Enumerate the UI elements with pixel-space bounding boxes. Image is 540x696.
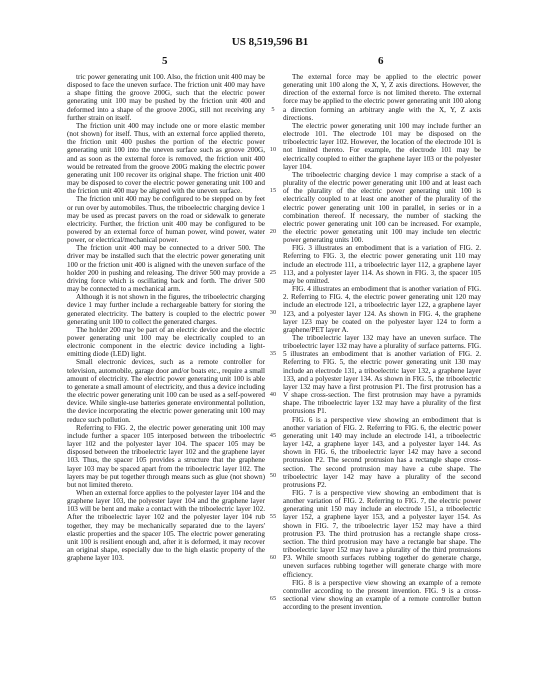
paragraph: FIG. 6 is a perspective view showing an embodiment that is another variation of FIG. 2. Referring to FIG. 6, the electric power generating unit 140 may include an electrode 141, a triboelectric layer 142, a graphene layer 143, and a polyester layer 144. As shown in FIG. 6, the triboelectric layer 142 may have a second protrusion P2. The second protrusion has a rectangle shape cross-section. The second protrusion may have a cube shape. The triboelectric layer 142 may have a plurality of the second protrusions P2. [283,415,481,489]
right-column-number: 6 [378,55,384,67]
line-number: 25 [269,268,277,276]
paragraph: FIG. 8 is a perspective view showing an example of a remote controller according to the present invention. FIG. 9 is a cross-sectional view showing an example of a remote controller button according to the present invention. [283,578,481,612]
paragraph: The triboelectric charging device 1 may comprise a stack of a plurality of the electric power generating unit 100 and at least each of the plurality of the electric power generating unit 100 is electrically coupled to at least one another of the plurality of the electric power generating unit 100 in parallel, in series or in a combination thereof. If necessary, the number of stacking the electric power generating unit 100 can be increased. For example, the electric power generating unit 100 may include ten electric power generating units 100. [283,170,481,245]
line-number: 30 [269,309,277,317]
line-number: 15 [269,187,277,195]
paragraph: The electric power generating unit 100 may include further an electrode 101. The electrode 101 may be disposed on the triboelectric layer 102. However, the location of the electrode 101 is not limited thereto. For example, the electrode 101 may be electrically coupled to either the graphene layer 103 or the polyester layer 104. [283,121,481,171]
paragraph: FIG. 7 is a perspective view showing an embodiment that is another variation of FIG. 2. Referring to FIG. 7, the electric power generating unit 150 may include an electrode 151, a triboelectric layer 152, a graphene layer 153, and a polyester layer 154. As shown in FIG. 7, the triboelectric layer 152 may have a third protrusion P3. The third protrusion has a rectangle shape cross-section. The third protrusion may have a rectangle bar shape. The triboelectric layer 152 may have a plurality of the third protrusions P3. While smooth surfaces rubbing together do generate charge, uneven surfaces rubbing together will generate charge with more efficiency. [283,488,481,579]
line-number: 55 [269,513,277,521]
line-number: 50 [269,472,277,480]
paragraph: When an external force applies to the polyester layer 104 and the graphene layer 103, the polyester layer 104 and the graphene layer 103 will be bent and make a contact with the triboelectric layer 102. After the triboelectric layer 102 and the polyester layer 104 rub together, they may be mechanically separated due to the layers' elastic properties and the spacer 105. The electric power generating unit 100 is resilient enough and, after it is deformed, it may recover an original shape, especially due to the high elastic property of the graphene layer 103. [67,488,265,563]
line-number: 20 [269,227,277,235]
paragraph: The friction unit 400 may include one or more elastic member (not shown) for itself. Thus, with an external force applied thereto, the friction unit 400 pushes the portion of the electric power generating unit 100 into the uneven surface such as groove 200G, and as soon as the external force is removed, the friction unit 400 would be retreated from the groove 200G making the electric power generating unit 100 recover its original shape. The friction unit 400 may be disposed to cover the electric power generating unit 100 and the friction unit 400 may be aligned with the uneven surface. [67,121,265,196]
paragraph: The triboelectric layer 132 may have an uneven surface. The triboelectric layer 132 may have a plurality of surface patterns. FIG. 5 illustrates an embodiment that is another variation of FIG. 2. Referring to FIG. 5, the electric power generating unit 130 may include an electrode 131, a triboelectric layer 132, a graphene layer 133, and a polyester layer 134. As shown in FIG. 5, the triboelectric layer 132 may have a first protrusion P1. The first protrusion has a V shape cross-section. The first protrusion may have a pyramids shape. The triboelectric layer 132 may have a plurality of the first protrusions P1. [283,334,481,416]
line-number: 40 [269,390,277,398]
line-number: 65 [269,594,277,602]
paragraph: Although it is not shown in the figures, the triboelectric charging device 1 may further include a rechargeable battery for storing the generated electricity. The battery is coupled to the electric power generating unit 100 to collect the generated charges. [67,293,265,326]
right-text-column [283,73,481,611]
line-number: 60 [269,553,277,561]
paragraph: The external force may be applied to the electric power generating unit 100 along the X, Y, Z axis directions. However, the direction of the external force is not limited thereto. The external force may be applied to the electric power generating unit 100 along a direction forming an arbitrary angle with the X, Y, Z axis directions. [283,73,481,122]
patent-number-header: US 8,519,596 B1 [231,36,309,48]
paragraph: Small electronic devices, such as a remote controller for television, automobile, garage door and/or boats etc., require a small amount of electricity. The electric power generating unit 100 is able to generate a small amount of electricity, and thus a device including the electric power generating unit 100 can be used as a self-powered device. While single-use batteries generate environmental pollution, the device incorporating the electric power generating unit 100 may reduce such pollution. [67,358,265,424]
line-number: 5 [271,105,275,113]
paragraph: The friction unit 400 may be connected to a driver 500. The driver may be installed such that the electric power generating unit 100 or the friction unit 400 is aligned with the uneven surface of the holder 200 in pushing and releasing. The driver 500 may provide a driving force which is oscillating back and forth. The driver 500 may be connected to a mechanical arm. [67,244,265,294]
paragraph: The holder 200 may be part of an electric device and the electric power generating unit 100 may be electrically coupled to an electronic component in the electric device including a light-emitting diode (LED) light. [67,325,265,359]
paragraph: tric power generating unit 100. Also, the friction unit 400 may be disposed to face the uneven surface. The friction unit 400 may have a shape fitting the groove 200G, such that the electric power generating unit 100 may be pushed by the friction unit 400 and deformed into a shape of the groove 200G, still not receiving any further strain on itself. [67,73,265,122]
left-column-number: 5 [162,55,168,67]
paragraph: FIG. 4 illustrates an embodiment that is another variation of FIG. 2. Referring to FIG. 4, the electric power generating unit 120 may include an electrode 121, a triboelectric layer 122, a graphene layer 123, and a polyester layer 124. As shown in FIG. 4, the graphene layer 123 may be coated on the polyester layer 124 to form a graphene/PET layer A. [283,285,481,334]
line-number: 10 [269,146,277,154]
paragraph: Referring to FIG. 2, the electric power generating unit 100 may include further a spacer 105 interposed between the triboelectric layer 102 and the polyester layer 104. The spacer 105 may be disposed between the triboelectric layer 102 and the graphene layer 103. Thus, the spacer 105 provides a structure that the graphene layer 103 may be spaced apart from the triboelectric layer 102. The layers may be put together through means such as glue (not shown) but not limited thereto. [67,423,265,489]
left-text-column [67,73,265,562]
line-number: 45 [269,431,277,439]
line-number: 35 [269,350,277,358]
paragraph: FIG. 3 illustrates an embodiment that is a variation of FIG. 2. Referring to FIG. 3, the electric power generating unit 110 may include an electrode 111, a triboelectric layer 112, a graphene layer 113, and a polyester layer 114. As shown in FIG. 3, the spacer 105 may be omitted. [283,244,481,285]
paragraph: The friction unit 400 may be configured to be stepped on by feet or run over by automobiles. Thus, the triboelectric charging device 1 may be used as precast pavers on the road or sidewalk to generate electricity. Further, the friction unit 400 may be configured to be powered by an external force of human power, wind power, water power, or electrical/mechanical power. [67,195,265,245]
